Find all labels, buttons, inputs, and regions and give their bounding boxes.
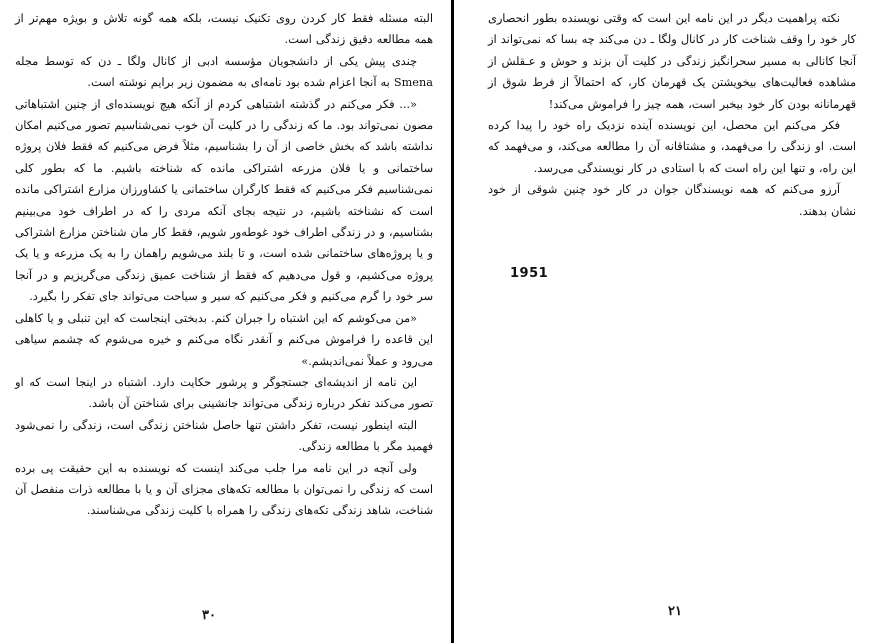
quoted-letter-paragraph: «من می‌کوشم که این اشتباه را جبران کنم. بدبختی اینجاست که این تنبلی و یا کاهلی این قاعده را فراموش می‌کنم و آنقدر نگاه می‌کنم و خیره می‌شوم که چشمم سیاهی می‌رود و عملاً نمی‌اندیشم.» <box>15 311 433 368</box>
date-year: 1951 <box>510 266 549 281</box>
right-page-text <box>488 8 856 222</box>
page-number: ۳۰ <box>202 608 216 623</box>
paragraph: آرزو می‌کنم که همه نویسندگان جوان در کار خود چنین شوقی از خود نشان بدهند. <box>488 183 856 218</box>
left-page-text <box>15 8 433 522</box>
right-page <box>454 0 890 643</box>
paragraph: البته مسئله فقط کار کردن روی تکنیک نیست، بلکه همه گونه تلاش و بویژه مهم‌تر از همه مطالعه دقیق زندگی است. <box>15 12 433 47</box>
quoted-letter-paragraph: «... فکر می‌کنم در گذشته اشتباهی کردم از آنکه هیچ نویسنده‌ای از چنین اشتباهاتی مصون نمی‌تواند بود. ما که زندگی را در کلیت آن خوب نمی‌شناسیم تصور می‌کنیم امکان نداشته باشد که بخش خاصی از آن را بشناسیم، مثلاً فرض می‌کنیم که فقط فلان پروژه ساختمانی و یا فلان مزرعه اشتراکی مانده که شناخته باشیم. ما که بطور کلی نمی‌شناسیم فکر می‌کنیم که فقط کارگران ساختمانی یا کشاورزان مزارع اشتراکی مانده است که نشناخته باشیم، در نتیجه بجای آنکه مردی را که در اطراف خود می‌بینیم بشناسیم، و در زندگی اطراف خود غوطه‌ور شویم، فقط کار مان شناختن مزارع اشتراکی و یا پروژه‌های ساختمانی شده است، و تا بلند می‌شویم راهمان را به یک مزرعه و یا یک پروژه می‌کشیم، و قول می‌دهیم که فقط از شناخت عمیق زندگی می‌گریزیم و در آنجا سر خود را گرم می‌کنیم و فکر می‌کنیم که سیر و سیاحت می‌تواند جای تفکر را بگیرد. <box>15 97 433 304</box>
paragraph: این نامه از اندیشه‌ای جستجوگر و پرشور حکایت دارد. اشتباه در اینجا است که او تصور می‌کند تفکر درباره زندگی می‌تواند جانشینی برای شناختن آن باشد. <box>15 375 433 411</box>
page-number: ۲۱ <box>668 604 682 619</box>
paragraph: نکته پراهمیت دیگر در این نامه این است که وقتی نویسنده بطور انحصاری کار خود را وقف شناخت کار در کانال ولگا ـ دن می‌کند چه بسا که نمی‌تواند از آنجا کانالی به مسیر سحرانگیز زندگی در کلیت آن بزند و حوش و عـقلش از مشاهده فعالیت‌های بیخویشتن یک قهرمان کار، که احتمالاً از فرط شوق از قهرمانانه بودن کار خود بیخبر است، همه چیز را فراموش می‌کند! <box>488 12 856 111</box>
paragraph: البته اینطور نیست، تفکر داشتن تنها حاصل شناختن زندگی است، زندگی را نمی‌شود فهمید مگر با مطالعه زندگی. <box>15 418 433 454</box>
paragraph: چندی پیش یکی از دانشجویان مؤسسه ادبی از کانال ولگا ـ دن که توسط مجله Smena به آنجا اعزام شده بود نامه‌ای به مضمون زیر برایم نوشته است. <box>15 54 433 90</box>
paragraph: ولی آنچه در این نامه مرا جلب می‌کند اینست که نویسنده به این حقیقت پی برده است که زندگی را نمی‌توان با مطالعه تکه‌های مجزای آن و یا با مطالعه ذرات منفصل آن شناخت، شاهد زندگی تکه‌های زندگی را همراه با کلیت زندگی می‌شناسند. <box>15 461 433 518</box>
paragraph: فکر می‌کنم این محصل، این نویسنده آینده نزدیک راه خود را پیدا کرده است. او زندگی را می‌فهمد، و مشتاقانه آن را مطالعه می‌کند، و می‌فهمد که این راه، و تنها این راه است که با استادی در کار نویسندگی می‌رسد. <box>488 119 856 175</box>
